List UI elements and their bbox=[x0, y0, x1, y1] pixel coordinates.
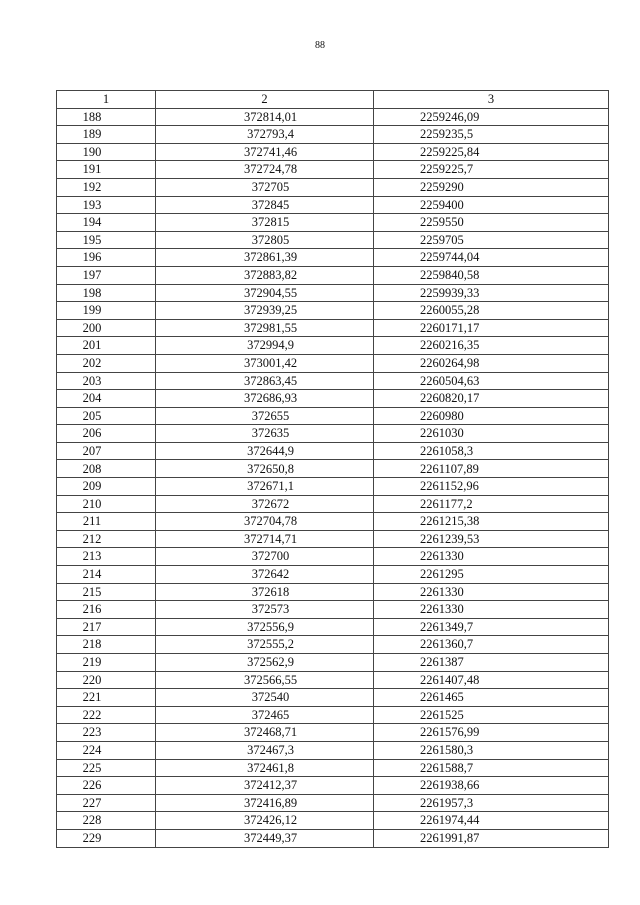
coordinate-y-cell: 2260980 bbox=[374, 407, 609, 425]
table-body bbox=[57, 108, 609, 847]
point-number-cell: 193 bbox=[57, 196, 156, 214]
point-number-cell: 203 bbox=[57, 372, 156, 390]
coordinate-x-cell: 372556,9 bbox=[156, 618, 374, 636]
table-row bbox=[57, 759, 609, 777]
header-col-2: 2 bbox=[156, 91, 374, 109]
coordinate-x-cell: 372468,71 bbox=[156, 724, 374, 742]
point-number-cell: 188 bbox=[57, 108, 156, 126]
coordinate-y-cell: 2260504,63 bbox=[374, 372, 609, 390]
point-number-cell: 204 bbox=[57, 390, 156, 408]
table-header bbox=[57, 91, 609, 109]
table-row bbox=[57, 777, 609, 795]
coordinate-y-cell: 2261330 bbox=[374, 601, 609, 619]
table-row bbox=[57, 231, 609, 249]
coordinate-y-cell: 2261239,53 bbox=[374, 530, 609, 548]
point-number-cell: 191 bbox=[57, 161, 156, 179]
point-number-cell: 223 bbox=[57, 724, 156, 742]
point-number-cell: 212 bbox=[57, 530, 156, 548]
point-number-cell: 224 bbox=[57, 741, 156, 759]
table-row bbox=[57, 583, 609, 601]
point-number-cell: 207 bbox=[57, 442, 156, 460]
point-number-cell: 227 bbox=[57, 794, 156, 812]
coordinate-y-cell: 2259235,5 bbox=[374, 126, 609, 144]
point-number-cell: 226 bbox=[57, 777, 156, 795]
coordinate-y-cell: 2261580,3 bbox=[374, 741, 609, 759]
coordinate-x-cell: 372566,55 bbox=[156, 671, 374, 689]
table-row bbox=[57, 108, 609, 126]
coordinate-y-cell: 2261330 bbox=[374, 548, 609, 566]
point-number-cell: 199 bbox=[57, 302, 156, 320]
point-number-cell: 192 bbox=[57, 178, 156, 196]
coordinate-x-cell: 372635 bbox=[156, 425, 374, 443]
coordinate-y-cell: 2261349,7 bbox=[374, 618, 609, 636]
table-row bbox=[57, 530, 609, 548]
point-number-cell: 202 bbox=[57, 354, 156, 372]
table-row bbox=[57, 636, 609, 654]
coordinate-x-cell: 372883,82 bbox=[156, 266, 374, 284]
coordinate-x-cell: 372724,78 bbox=[156, 161, 374, 179]
coordinate-y-cell: 2259225,84 bbox=[374, 143, 609, 161]
table-row bbox=[57, 178, 609, 196]
point-number-cell: 217 bbox=[57, 618, 156, 636]
coordinate-y-cell: 2261407,48 bbox=[374, 671, 609, 689]
coordinate-y-cell: 2261107,89 bbox=[374, 460, 609, 478]
coordinate-y-cell: 2260171,17 bbox=[374, 319, 609, 337]
point-number-cell: 208 bbox=[57, 460, 156, 478]
table-row bbox=[57, 407, 609, 425]
coordinate-y-cell: 2259290 bbox=[374, 178, 609, 196]
table-row bbox=[57, 829, 609, 847]
coordinate-y-cell: 2261938,66 bbox=[374, 777, 609, 795]
coordinate-x-cell: 372412,37 bbox=[156, 777, 374, 795]
coordinate-y-cell: 2261387 bbox=[374, 654, 609, 672]
coordinate-y-cell: 2259400 bbox=[374, 196, 609, 214]
coordinate-y-cell: 2259246,09 bbox=[374, 108, 609, 126]
point-number-cell: 196 bbox=[57, 249, 156, 267]
coordinate-x-cell: 372741,46 bbox=[156, 143, 374, 161]
table-row bbox=[57, 442, 609, 460]
coordinate-x-cell: 372805 bbox=[156, 231, 374, 249]
coordinate-x-cell: 372845 bbox=[156, 196, 374, 214]
table-row bbox=[57, 566, 609, 584]
coordinate-y-cell: 2261465 bbox=[374, 689, 609, 707]
table-row bbox=[57, 706, 609, 724]
table-row bbox=[57, 284, 609, 302]
coordinate-x-cell: 372555,2 bbox=[156, 636, 374, 654]
table-row bbox=[57, 390, 609, 408]
coordinate-x-cell: 372465 bbox=[156, 706, 374, 724]
coordinate-y-cell: 2259705 bbox=[374, 231, 609, 249]
coordinate-x-cell: 372540 bbox=[156, 689, 374, 707]
point-number-cell: 210 bbox=[57, 495, 156, 513]
coordinate-x-cell: 372416,89 bbox=[156, 794, 374, 812]
table-row bbox=[57, 354, 609, 372]
table-row bbox=[57, 618, 609, 636]
coordinate-x-cell: 372863,45 bbox=[156, 372, 374, 390]
point-number-cell: 206 bbox=[57, 425, 156, 443]
coordinate-x-cell: 372700 bbox=[156, 548, 374, 566]
table-row bbox=[57, 654, 609, 672]
point-number-cell: 216 bbox=[57, 601, 156, 619]
coordinate-x-cell: 372672 bbox=[156, 495, 374, 513]
coordinate-y-cell: 2261177,2 bbox=[374, 495, 609, 513]
table-row bbox=[57, 689, 609, 707]
coordinate-y-cell: 2260820,17 bbox=[374, 390, 609, 408]
coordinate-y-cell: 2260216,35 bbox=[374, 337, 609, 355]
point-number-cell: 200 bbox=[57, 319, 156, 337]
table-row bbox=[57, 337, 609, 355]
table-row bbox=[57, 460, 609, 478]
point-number-cell: 201 bbox=[57, 337, 156, 355]
point-number-cell: 189 bbox=[57, 126, 156, 144]
table-row bbox=[57, 143, 609, 161]
table-row bbox=[57, 425, 609, 443]
table-row bbox=[57, 794, 609, 812]
coordinate-x-cell: 372793,4 bbox=[156, 126, 374, 144]
coordinate-y-cell: 2260055,28 bbox=[374, 302, 609, 320]
point-number-cell: 214 bbox=[57, 566, 156, 584]
coordinate-x-cell: 372426,12 bbox=[156, 812, 374, 830]
coordinate-x-cell: 372861,39 bbox=[156, 249, 374, 267]
point-number-cell: 220 bbox=[57, 671, 156, 689]
coordinate-x-cell: 372939,25 bbox=[156, 302, 374, 320]
coordinate-x-cell: 372815 bbox=[156, 214, 374, 232]
point-number-cell: 218 bbox=[57, 636, 156, 654]
table-row bbox=[57, 319, 609, 337]
coordinate-x-cell: 372814,01 bbox=[156, 108, 374, 126]
point-number-cell: 229 bbox=[57, 829, 156, 847]
table-row bbox=[57, 741, 609, 759]
coordinate-x-cell: 372714,71 bbox=[156, 530, 374, 548]
point-number-cell: 194 bbox=[57, 214, 156, 232]
coordinate-x-cell: 372704,78 bbox=[156, 513, 374, 531]
header-col-3: 3 bbox=[374, 91, 609, 109]
table-row bbox=[57, 812, 609, 830]
table-row bbox=[57, 495, 609, 513]
table-row bbox=[57, 478, 609, 496]
table-row bbox=[57, 513, 609, 531]
point-number-cell: 205 bbox=[57, 407, 156, 425]
coordinate-x-cell: 372562,9 bbox=[156, 654, 374, 672]
table-row bbox=[57, 249, 609, 267]
coordinate-x-cell: 372671,1 bbox=[156, 478, 374, 496]
coordinate-y-cell: 2260264,98 bbox=[374, 354, 609, 372]
coordinate-y-cell: 2261152,96 bbox=[374, 478, 609, 496]
coordinate-x-cell: 372686,93 bbox=[156, 390, 374, 408]
coordinate-y-cell: 2261295 bbox=[374, 566, 609, 584]
coordinate-y-cell: 2261974,44 bbox=[374, 812, 609, 830]
coordinate-x-cell: 372644,9 bbox=[156, 442, 374, 460]
coordinate-y-cell: 2261588,7 bbox=[374, 759, 609, 777]
coordinate-x-cell: 373001,42 bbox=[156, 354, 374, 372]
table-row bbox=[57, 266, 609, 284]
coordinate-y-cell: 2259744,04 bbox=[374, 249, 609, 267]
coordinate-y-cell: 2259939,33 bbox=[374, 284, 609, 302]
coordinate-x-cell: 372981,55 bbox=[156, 319, 374, 337]
coordinate-x-cell: 372618 bbox=[156, 583, 374, 601]
table-row bbox=[57, 671, 609, 689]
coordinate-y-cell: 2259840,58 bbox=[374, 266, 609, 284]
coordinate-y-cell: 2261058,3 bbox=[374, 442, 609, 460]
coordinate-y-cell: 2259225,7 bbox=[374, 161, 609, 179]
table-row bbox=[57, 196, 609, 214]
table-row bbox=[57, 548, 609, 566]
point-number-cell: 215 bbox=[57, 583, 156, 601]
table-row bbox=[57, 601, 609, 619]
table-row bbox=[57, 302, 609, 320]
point-number-cell: 213 bbox=[57, 548, 156, 566]
table-row bbox=[57, 161, 609, 179]
coordinate-x-cell: 372461,8 bbox=[156, 759, 374, 777]
coordinate-y-cell: 2261215,38 bbox=[374, 513, 609, 531]
coordinate-x-cell: 372994,9 bbox=[156, 337, 374, 355]
table-row bbox=[57, 372, 609, 390]
table-row bbox=[57, 214, 609, 232]
point-number-cell: 222 bbox=[57, 706, 156, 724]
point-number-cell: 228 bbox=[57, 812, 156, 830]
point-number-cell: 195 bbox=[57, 231, 156, 249]
point-number-cell: 211 bbox=[57, 513, 156, 531]
coordinate-y-cell: 2261991,87 bbox=[374, 829, 609, 847]
point-number-cell: 198 bbox=[57, 284, 156, 302]
point-number-cell: 219 bbox=[57, 654, 156, 672]
point-number-cell: 197 bbox=[57, 266, 156, 284]
coordinate-x-cell: 372904,55 bbox=[156, 284, 374, 302]
table-row bbox=[57, 724, 609, 742]
coordinate-y-cell: 2261576,99 bbox=[374, 724, 609, 742]
table-row bbox=[57, 126, 609, 144]
point-number-cell: 190 bbox=[57, 143, 156, 161]
coordinate-x-cell: 372449,37 bbox=[156, 829, 374, 847]
coordinate-x-cell: 372467,3 bbox=[156, 741, 374, 759]
point-number-cell: 209 bbox=[57, 478, 156, 496]
coordinate-x-cell: 372573 bbox=[156, 601, 374, 619]
coordinate-x-cell: 372655 bbox=[156, 407, 374, 425]
coordinate-y-cell: 2261330 bbox=[374, 583, 609, 601]
page-number: 88 bbox=[315, 40, 325, 51]
coordinate-y-cell: 2261030 bbox=[374, 425, 609, 443]
coordinate-x-cell: 372650,8 bbox=[156, 460, 374, 478]
coordinate-x-cell: 372705 bbox=[156, 178, 374, 196]
coordinates-table bbox=[56, 90, 609, 848]
coordinate-y-cell: 2261957,3 bbox=[374, 794, 609, 812]
coordinate-x-cell: 372642 bbox=[156, 566, 374, 584]
header-row bbox=[57, 91, 609, 109]
coordinate-y-cell: 2261360,7 bbox=[374, 636, 609, 654]
coordinate-y-cell: 2259550 bbox=[374, 214, 609, 232]
point-number-cell: 225 bbox=[57, 759, 156, 777]
coordinate-y-cell: 2261525 bbox=[374, 706, 609, 724]
header-col-1: 1 bbox=[57, 91, 156, 109]
point-number-cell: 221 bbox=[57, 689, 156, 707]
